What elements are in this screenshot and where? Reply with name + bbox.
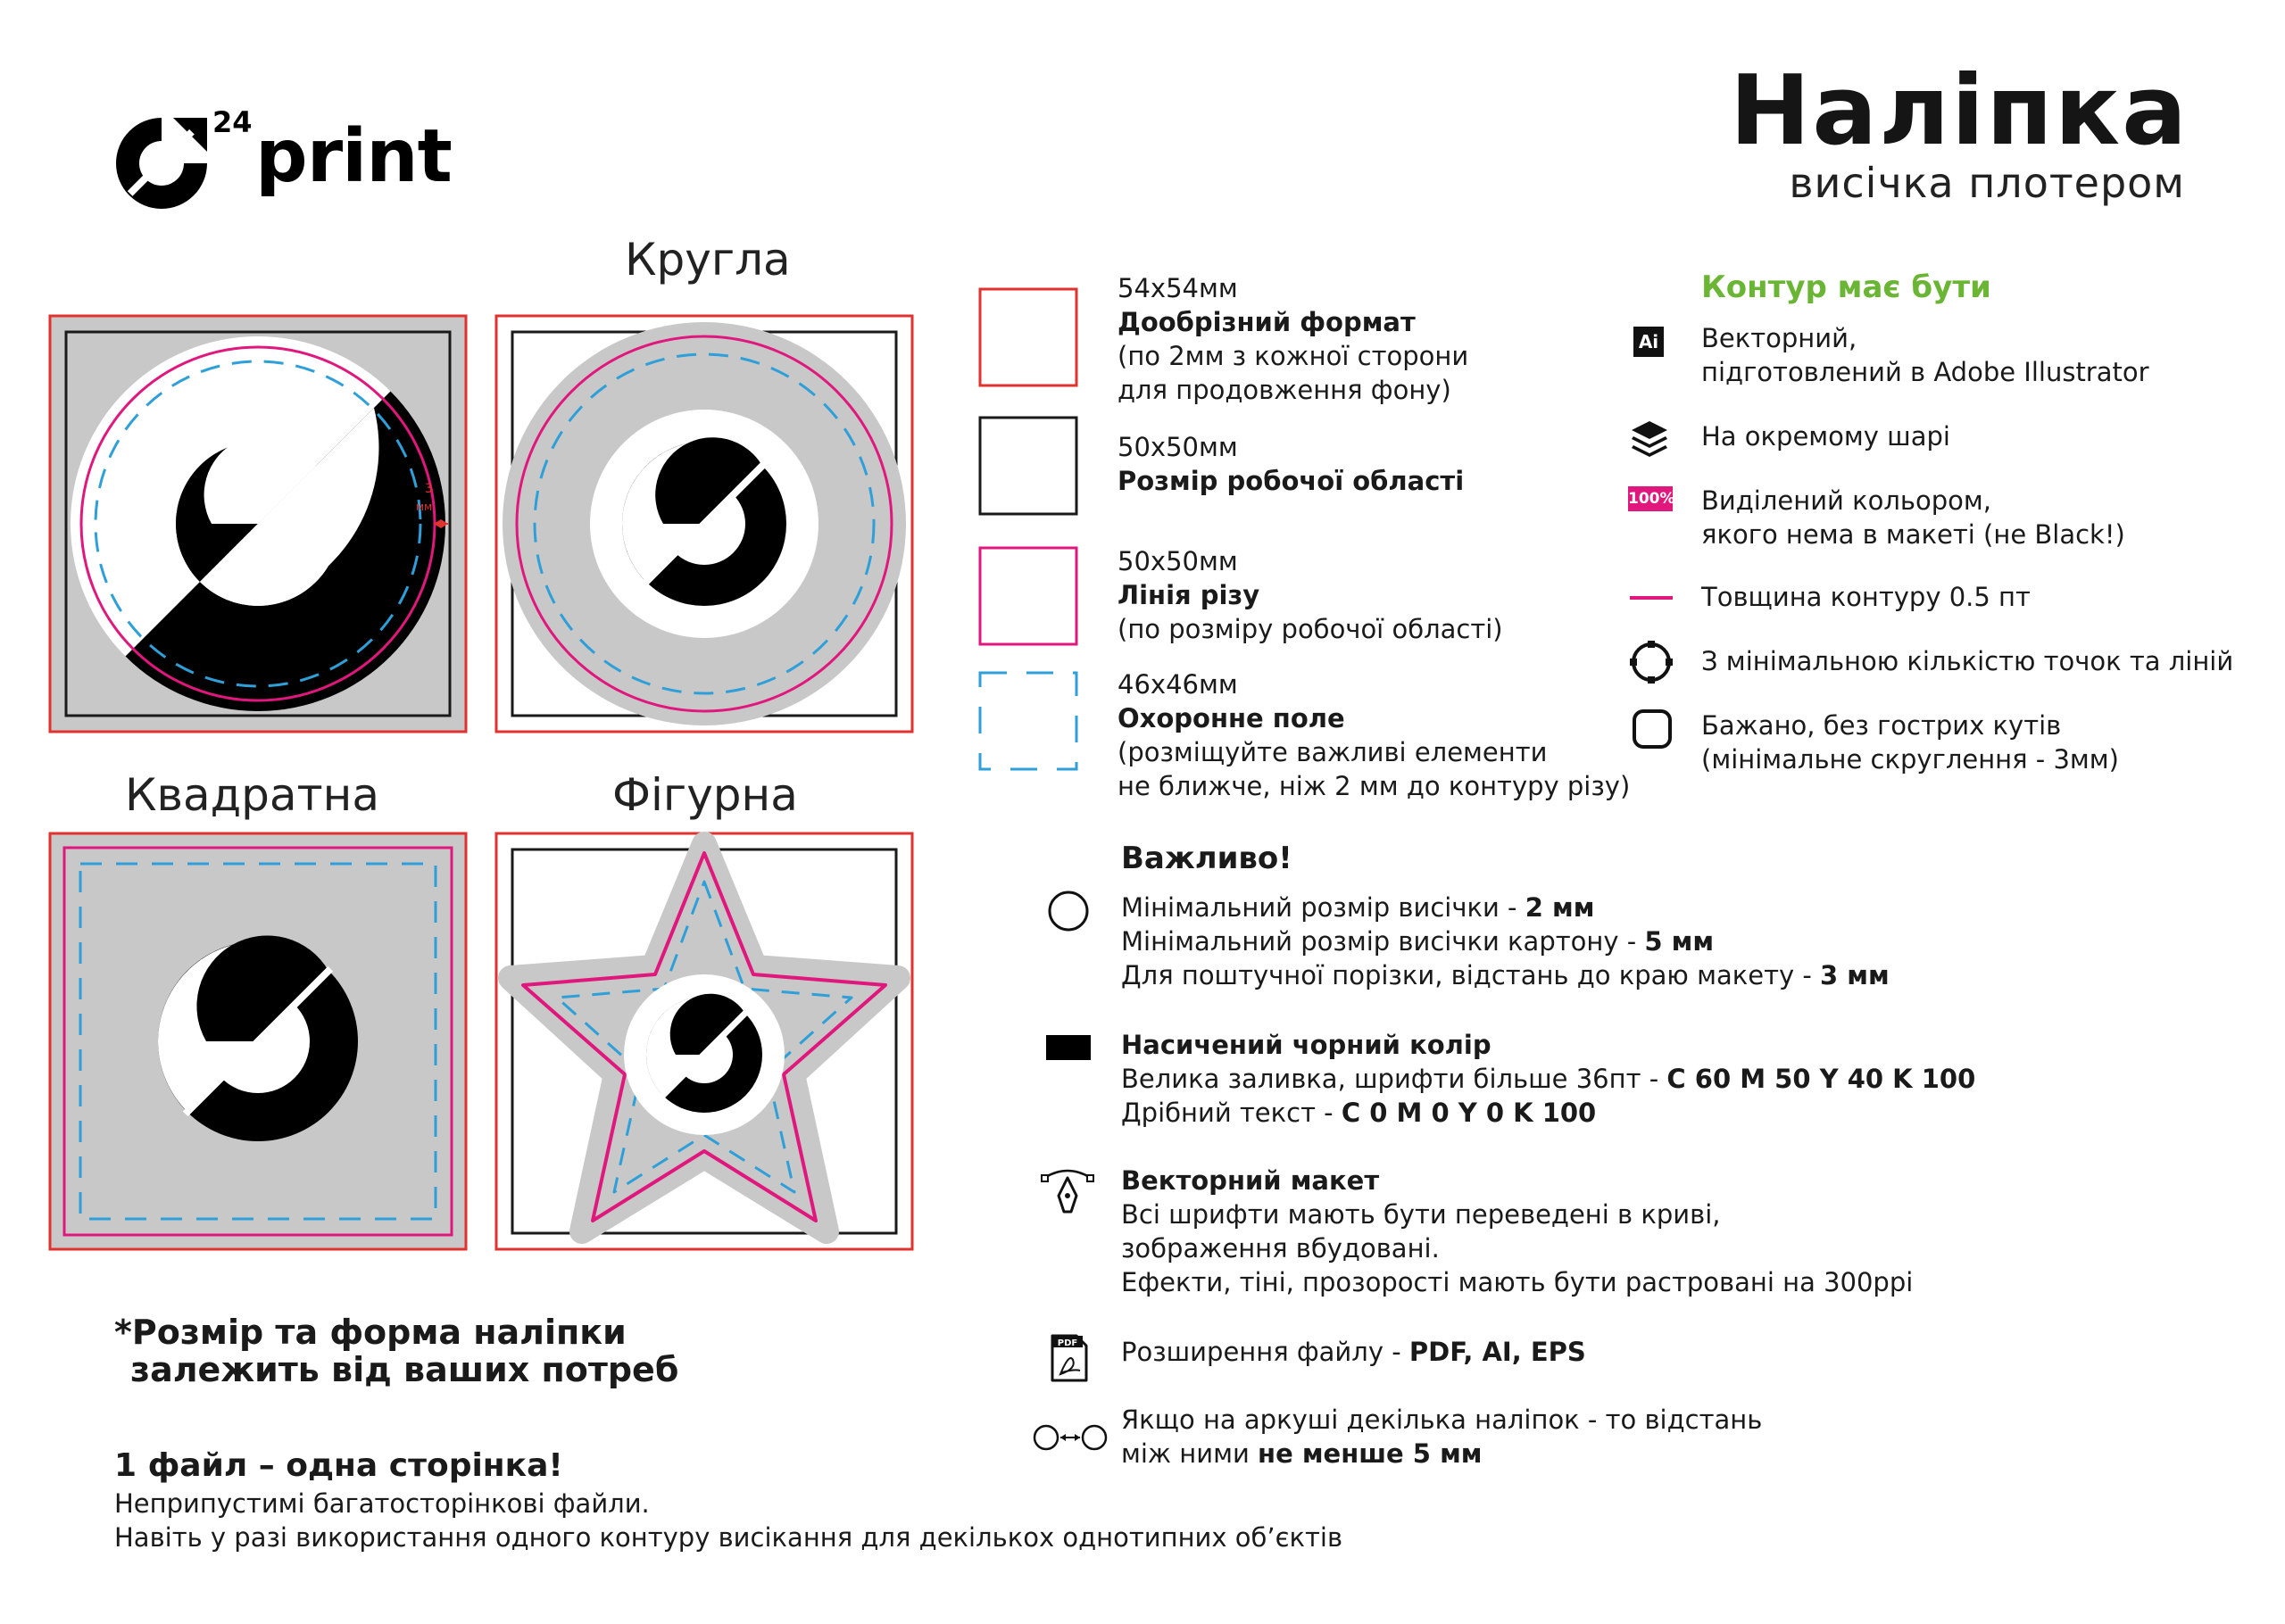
- contour-item-layer: На окремому шарі: [1701, 421, 1950, 452]
- legend-cut-line: [1118, 544, 1503, 646]
- figured-sticker-panel: [494, 832, 914, 1251]
- layers-icon: [1630, 418, 1669, 457]
- legend-size: 50x50мм: [1118, 432, 1238, 462]
- legend-desc: (розміщуйте важливі елементи: [1118, 737, 1548, 767]
- important-vector: Векторний макет Всі шрифти мають бути переведені в криві, зображення вбудовані. Ефекти, тіні, прозорості мають бути растровані на 300ppi: [1121, 1165, 1914, 1297]
- page-subtitle: висічка плотером: [1789, 159, 2185, 207]
- spot-color-icon: 100%: [1628, 486, 1673, 511]
- logo: [112, 105, 452, 212]
- legend-desc: (по 2мм з кожної сторони: [1118, 341, 1469, 371]
- size-shape-footnote: *Розмір та форма наліпки залежить від ваших потреб: [114, 1313, 679, 1389]
- stroke-line-icon: [1630, 596, 1673, 600]
- spacing-circles-icon: [1032, 1422, 1109, 1453]
- legend-work-area: [1118, 430, 1464, 498]
- important-file-ext: Розширення файлу - PDF, AI, EPS: [1121, 1337, 1586, 1367]
- legend-name: Охоронне поле: [1118, 703, 1345, 733]
- legend-name: Лінія різу: [1118, 580, 1260, 610]
- svg-text:PDF: PDF: [1057, 1338, 1078, 1348]
- dimension-unit: мм: [416, 501, 433, 513]
- square-sticker-title: Квадратна: [125, 769, 380, 821]
- legend-desc: не ближче, ніж 2 мм до контуру різу): [1118, 771, 1631, 801]
- pen-tool-icon: [1041, 1165, 1094, 1215]
- round-sticker-panel-filled: [48, 314, 468, 733]
- rounded-corner-icon: [1632, 708, 1673, 750]
- contour-item-points: З мінімальною кількістю точок та ліній: [1701, 646, 2234, 676]
- one-file-heading: 1 файл – одна сторінка!: [114, 1447, 563, 1484]
- legend-name: Розмір робочої області: [1118, 466, 1465, 496]
- work-area-swatch: [978, 416, 1078, 516]
- legend-safe-zone: [1118, 667, 1630, 803]
- legend-desc: для продовження фону): [1118, 375, 1451, 405]
- legend-desc: (по розміру робочої області): [1118, 614, 1503, 644]
- figured-sticker-title: Фігурна: [612, 769, 798, 821]
- legend-name: Дообрізний формат: [1118, 307, 1416, 337]
- page-title: Наліпка: [1729, 55, 2189, 167]
- legend-bleed: [1118, 271, 1468, 407]
- round-sticker-title: Кругла: [625, 234, 791, 286]
- cut-line-swatch: [978, 546, 1078, 646]
- bleed-format-swatch: [978, 287, 1078, 387]
- logo-superscript: 24: [212, 105, 253, 139]
- square-sticker-panel: [48, 832, 468, 1251]
- safe-zone-swatch: [978, 671, 1078, 771]
- important-min-size: Мінімальний розмір висічки - 2 мм Мінімальний розмір висічки картону - 5 мм Для поштучної порізки, відстань до краю макету - 3 мм: [1121, 892, 1890, 990]
- legend-size: 50x50мм: [1118, 546, 1238, 576]
- legend-size: 46x46мм: [1118, 669, 1238, 700]
- anchor-points-icon: [1628, 639, 1674, 685]
- legend-size: 54x54мм: [1118, 273, 1238, 303]
- adobe-illustrator-icon: Ai: [1633, 327, 1664, 357]
- important-heading: Важливо!: [1121, 841, 1292, 876]
- contour-heading: Контур має бути: [1701, 269, 1991, 305]
- dimension-value: 3: [425, 482, 433, 496]
- important-rich-black: Насичений чорний колір Велика заливка, шрифти більше 36пт - C 60 M 50 Y 40 K 100 Дрібний текст - C 0 M 0 Y 0 K 100: [1121, 1030, 1976, 1128]
- contour-item-stroke: Товщина контуру 0.5 пт: [1701, 582, 2031, 612]
- pdf-file-icon: [1050, 1333, 1089, 1383]
- contour-item-spot-color: Виділений кольором, якого нема в макеті (не Black!): [1701, 485, 2125, 550]
- one-file-notes: Неприпустимі багатосторінкові файли. Навіть у разі використання одного контуру висікання для декількох однотипних об’єктів: [114, 1488, 1343, 1553]
- contour-item-corners: Бажано, без гострих кутів (мінімальне скруглення - 3мм): [1701, 710, 2119, 775]
- rich-black-swatch-icon: [1046, 1035, 1091, 1060]
- min-size-circle-icon: [1046, 889, 1091, 933]
- round-sticker-panel: [494, 314, 914, 733]
- logo-mark-icon: [112, 114, 211, 212]
- contour-item-vector: Векторний, підготовлений в Adobe Illustrator: [1701, 323, 2149, 387]
- logo-wordmark: print: [255, 114, 452, 199]
- important-spacing: Якщо на аркуші декілька наліпок - то відстань між ними не менше 5 мм: [1121, 1404, 1763, 1469]
